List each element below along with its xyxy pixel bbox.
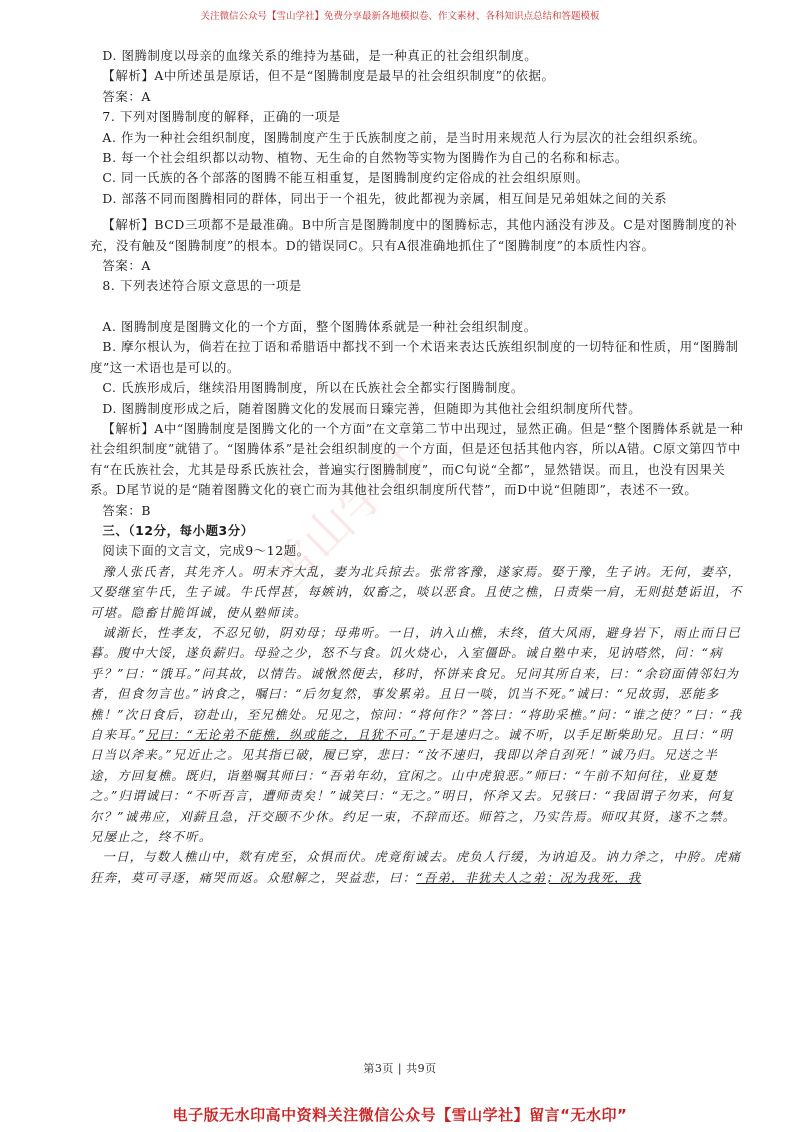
q8-analysis: 【解析】A中“图腾制度是图腾文化的一个方面”在文章第二节中出现过，显然正确。但是“整个图腾体系就是一种社会组织制度”就错了。“图腾体系”是社会组织制度的一个方面，但是还包括其他内容，所以A错。C原文第四节中有“在氏族社会，尤其是母系氏族社会，普遍实行图腾制度”，而C句说“全都”，显然错误。而且，也没有因果关系。D尾节说的是“随着图腾文化的衰亡而为其他社会组织制度所代替”，而D中说“但随即”，表述不一致。 [90,420,744,498]
q7-answer: 答案：A [102,258,151,274]
classical-paragraph-3 [90,847,745,888]
q6-option-d: D. 图腾制度以母亲的血缘关系的维持为基础，是一种真正的社会组织制度。 [102,48,538,63]
q8-option-a: A. 图腾制度是图腾文化的一个方面，整个图腾体系就是一种社会组织制度。 [102,318,537,334]
q7-option-c: C. 同一氏族的各个部落的图腾不能互相重复，是图腾制度约定俗成的社会组织原则。 [102,170,589,186]
q7-stem: 7. 下列对图腾制度的解释，正确的一项是 [102,109,341,125]
q7-option-b: B. 每一个社会组织都以动物、植物、无生命的自然物等实物为图腾作为自己的名称和标志。 [102,150,628,166]
q7-option-d: D. 部落不同而图腾相同的群体，同出于一个祖先，彼此都视为亲属，相互间是兄弟姐妹之间的关系 [102,190,668,206]
section3-title: 三、（12分，每小题3分） [102,522,254,538]
q8-option-d: D. 图腾制度形成之后，随着图腾文化的发展而日臻完善，但随即为其他社会组织制度所代替。 [102,400,642,416]
section3-instruction: 阅读下面的文言文，完成9～12题。 [102,543,310,559]
classical-p2-text-after: 于是速归之。诚不听，以手足断柴助兄。且曰：“明日当以斧来。”兄近止之。见其指已破，履已穿，悲曰：“汝不速归，我即以斧自刭死！”诚乃归。兄送之半途，方回复樵。既归，诣塾嘱其师曰：“吾弟年幼，宜闲之。山中虎狼恶。”师曰：“午前不知何往，业夏楚之。”归谓诚曰：“不听吾言，遭师责矣！”诚笑曰：“无之。”明日，怀斧又去。兄骇曰：“我固谓子勿来，何复尔？”诚弗应，刈薪且急，汗交颐不少休。约足一束，不辞而还。师笞之，乃实告焉。师叹其贤，遂不之禁。兄屡止之，终不听。 [90,727,737,845]
header-promo-note: 关注微信公众号【雪山学社】免费分享最新各地模拟卷、作文素材、各科知识点总结和答题模板 [200,11,600,22]
q6-analysis: 【解析】A中所述虽是原话，但不是“图腾制度是最早的社会组织制度”的依据。 [102,68,555,84]
q7-analysis: 【解析】BCD三项都不是最准确。B中所言是图腾制度中的图腾标志，其他内涵没有涉及。C是对图腾制度的补充，没有触及“图腾制度”的根本。D的错误同C。只有A很准确地抓住了“图腾制度”的本质性内容。 [90,217,738,253]
document-body [90,46,745,888]
page-number: 第3页 | 共9页 [363,1062,437,1075]
watermark-text: 雪山学社 [257,427,434,603]
classical-p2-underlined-sentence: 兄曰：“无论弟不能樵，纵或能之，且犹不可。” [145,727,427,742]
q8-stem: 8. 下列表述符合原文意思的一项是 [102,278,302,294]
q8-option-c: C. 氏族形成后，继续沿用图腾制度，所以在氏族社会全都实行图腾制度。 [102,380,524,396]
q8-option-b: B. 摩尔根认为，倘若在拉丁语和希腊语中都找不到一个术语来表达氏族组织制度的一切特征和性质，用“图腾制度”这一术语也是可以的。 [90,339,739,375]
footer-promo-note: 电子版无水印高中资料关注微信公众号【雪山学社】留言“无水印” [172,1106,628,1124]
q8-answer: 答案：B [102,502,152,518]
classical-p3-underlined-sentence: “吾弟，非犹夫人之弟；况为我死，我 [416,869,642,885]
classical-p3-text-before: 一日，与数人樵山中，欻有虎至，众惧而伏。虎竟衔诚去。虎负人行缓，为讷追及。讷力斧之，中胯。虎痛狂奔，莫可寻逐，痛哭而返。众慰解之，哭益悲，曰： [90,849,742,885]
q7-option-a: A. 作为一种社会组织制度，图腾制度产生于氏族制度之前，是当时用来规范人行为层次的社会组织系统。 [102,129,706,145]
q6-answer: 答案：A [102,88,151,104]
classical-paragraph-2 [90,623,745,847]
classical-paragraph-1: 豫人张氏者，其先齐人。明末齐大乱，妻为北兵掠去。张常客豫，遂家焉。娶于豫，生子讷。无何，妻卒，又娶继室牛氏，生子诚。牛氏悍甚，每嫉讷，奴畜之，啖以恶食。且使之樵，日责柴一肩，无则挞楚诟诅，不可堪。隐畜甘脆饵诚，使从塾师读。 [90,563,743,620]
classical-p2-text-before: 诚渐长，性孝友，不忍兄劬，阴劝母；母弗听。一日，讷入山樵，未终，值大风雨，避身岩下，雨止而日已暮。腹中大馁，遂负薪归。母验之少，怒不与食。饥火烧心，入室僵卧。诚自塾中来，见讷嗒然，问：“病乎？”曰：“饿耳。”问其故，以情告。诚愀然便去，移时，怀饼来食兄。兄问其所自来，曰：“余窃面倩邻妇为者，但食勿言也。”讷食之，嘱曰：“后勿复然，事发累弟。且日一啖，饥当不死。”诚曰：“兄故弱，恶能多樵！”次日食后，窃赴山，至兄樵处。兄见之，惊问：“将何作？”答曰：“将助采樵。”问：“谁之使？”曰：“我自来耳。” [90,624,743,742]
